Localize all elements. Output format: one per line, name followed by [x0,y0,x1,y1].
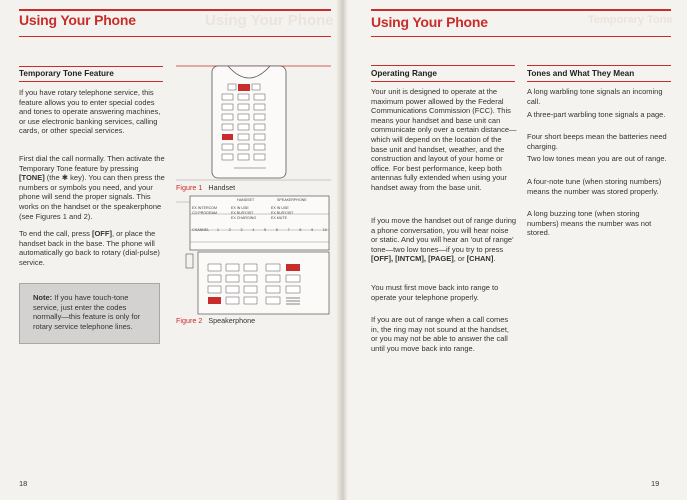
section-underline-temporary-tone [19,81,163,82]
display-row-1-c: EX IN USE [271,206,289,210]
right-ghost-header: Temporary Tone [588,14,673,26]
section-title-operating-range: Operating Range [371,69,437,78]
display-col-speakerphone: SPEAKERPHONE [277,198,307,202]
channel-5: 5 [264,228,267,232]
section-title-tones: Tones and What They Mean [527,69,635,78]
tone-incoming-call: A long warbling tone signals an incoming call. [527,87,663,106]
section-rule-temporary-tone [19,66,163,67]
channel-7: 7 [287,228,290,232]
temporary-tone-end-call: To end the call, press [OFF], or place the handset back in the base. The phone will automatically go back to rotary (dial-pulse) service. [19,229,160,267]
temporary-tone-activate: First dial the call normally. Then activate the Temporary Tone feature by pressing [TONE] (the ✱ key). You can then press the numbers or symbols you need, and your phone will send the proper signals. This works on the handset or the speakerphone (see Figures 1 and 2). [19,154,165,221]
display-channel-numbers [217,228,327,233]
channel-9: 9 [311,228,314,232]
display-row-2-a: CO PROGRAM [192,211,217,215]
left-page-number: 18 [19,479,28,488]
temporary-tone-intro: If you have rotary telephone service, this feature allows you to enter special codes and tones to operate answering machines, or use electronic banking services, calling cards, or other special services. [19,88,161,136]
left-header-rule [19,9,331,11]
section-rule-tones [527,65,671,66]
operating-range-para-2: If you move the handset out of range during a phone conversation, you will hear noise or static. And you will hear an 'out of range' tone—two low tones—if you try to press [OFF], [INTCM], [PAGE], or [CHAN]. [371,216,517,264]
display-col-handset: HANDSET [237,198,255,202]
figure1-caption: Figure 1 Handset [176,183,236,192]
section-rule-operating-range [371,65,515,66]
left-ghost-header: Using Your Phone [205,12,334,29]
section-underline-operating-range [371,81,515,82]
note-box [19,283,160,344]
left-header-underline [19,36,331,37]
left-page-header: Using Your Phone [19,12,136,28]
tone-out-of-range: Two low tones mean you are out of range. [527,154,667,163]
display-row-3-c: EX MUTE [271,216,287,220]
channel-1: 1 [217,228,219,232]
display-row-2-c: EX BUSY/IDT [271,211,294,215]
tone-stored: A four-note tune (when storing numbers) means the number was stored properly. [527,177,662,196]
display-row-2-b: EX BUSY/IDT [231,211,254,215]
tone-not-stored: A long buzzing tone (when storing numbers) means the number was not stored. [527,209,652,238]
note-text: Note: If you have touch-tone service, just enter the codes normally—this feature is only for rotary service telephone lines. [33,293,141,331]
channel-6: 6 [275,228,278,232]
display-row-1-b: EX IN USE [231,206,249,210]
display-channel-label: CHANNEL [192,228,210,232]
section-underline-tones [527,81,671,82]
right-header-underline [371,36,671,37]
channel-2: 2 [228,228,231,232]
operating-range-para-1: Your unit is designed to operate at the maximum power allowed by the Federal Communications Commission (FCC). This means your handset and base unit can communicate only over a certain distance—which will depend on the location of the base unit and handset, weather, and the construction and layout of your home or office. For best performance, keep both antennas fully extended when using your handset away from the base unit. [371,87,517,192]
right-page-number: 19 [651,479,660,488]
tone-page: A three-part warbling tone signals a page. [527,110,666,119]
channel-8: 8 [299,228,302,232]
channel-10: 10 [322,228,327,232]
figure-handset [176,64,331,184]
book-gutter [336,0,348,500]
tone-battery: Four short beeps mean the batteries need charging. [527,132,667,151]
section-title-temporary-tone: Temporary Tone Feature [19,69,114,78]
speakerphone-display [191,198,329,242]
display-row-1-a: EX INTERCOM [192,206,217,210]
right-header-rule [371,9,671,11]
right-page-header: Using Your Phone [371,14,488,30]
operating-range-para-3: You must first move back into range to operate your telephone properly. [371,283,499,302]
channel-4: 4 [252,228,255,232]
display-row-3-b: EX CHARGING [231,216,257,220]
channel-3: 3 [240,228,243,232]
figure2-caption: Figure 2 Speakerphone [176,316,256,325]
operating-range-para-4: If you are out of range when a call comes in, the ring may not sound at the handset, or you may not be able to answer the call until you move back into range. [371,315,510,353]
